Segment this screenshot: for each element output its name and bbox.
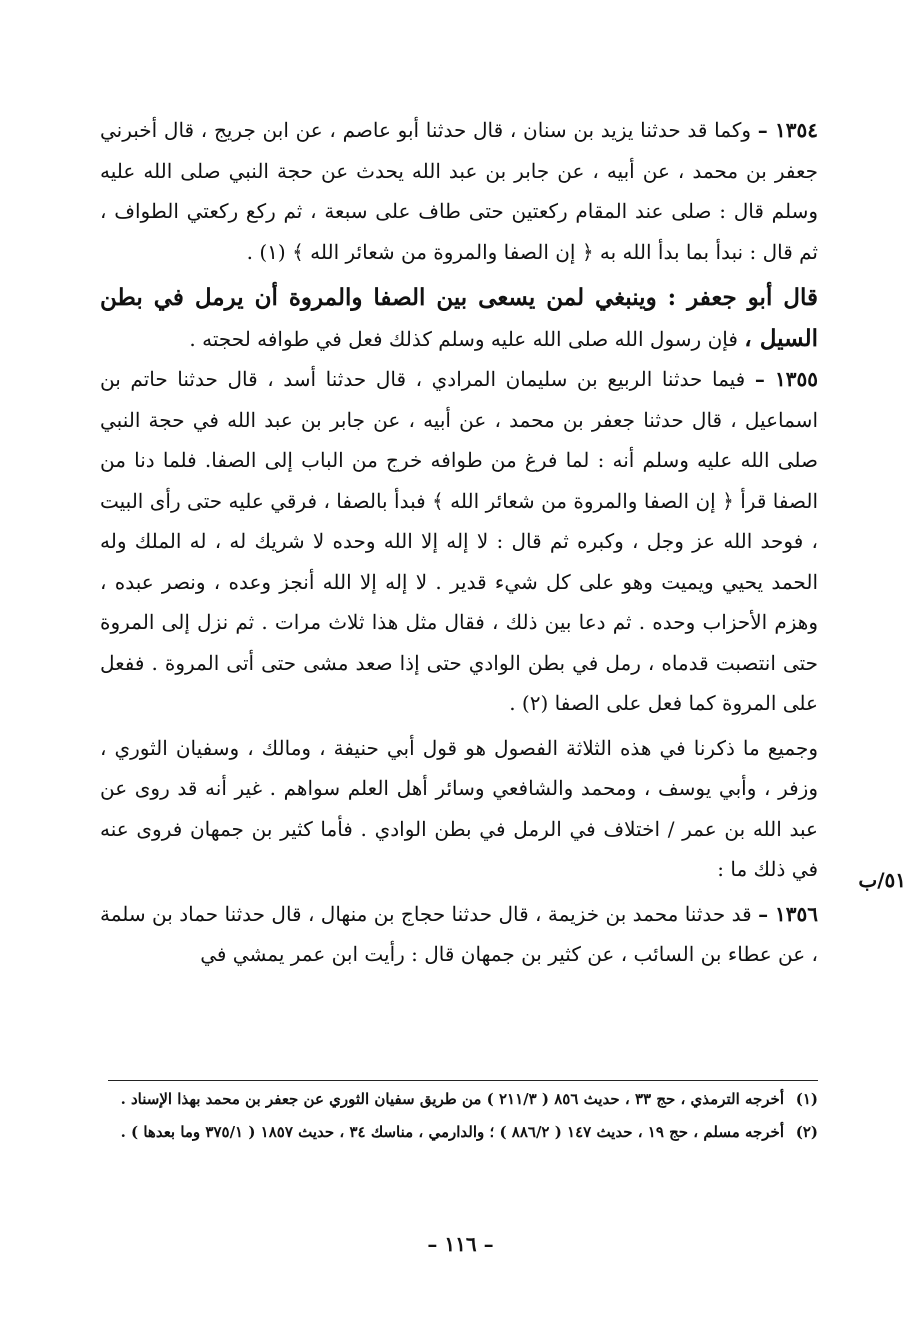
- main-text: [100, 110, 818, 975]
- footnote-number: (١): [795, 1090, 818, 1108]
- hadith-text: قد حدثنا محمد بن خزيمة ، قال حدثنا حجاج بن منهال ، قال حدثنا حماد بن سلمة ، عن عطاء بن السائب ، عن كثير بن جمهان قال : رأيت ابن عمر يمشي في: [100, 901, 818, 966]
- footnote-2: [100, 1119, 818, 1146]
- commentary-paragraph: [100, 728, 818, 890]
- footnote-divider: [108, 1080, 818, 1081]
- footnote-1: [100, 1086, 818, 1113]
- commentary-text: وجميع ما ذكرنا في هذه الثلاثة الفصول هو قول أبي حنيفة ، ومالك ، وسفيان الثوري ، وزفر ، وأبي يوسف ، ومحمد والشافعي وسائر أهل العلم سواهم . غير أنه قد روى عن عبد الله بن عمر / اختلاف في الرمل في بطن الوادي . فأما كثير بن جمهان فروى عنه في ذلك ما :: [100, 735, 818, 881]
- hadith-text: فيما حدثنا الربيع بن سليمان المرادي ، قال حدثنا أسد ، قال حدثنا حاتم بن اسماعيل ، قال حدثنا جعفر بن محمد ، عن أبيه ، عن جابر بن عبد الله في حجة النبي صلى الله عليه وسلم أنه : لما فرغ من طوافه خرج من الباب إلى الصفا. فلما دنا من الصفا قرأ ﴿ إن الصفا والمروة من شعائر الله ﴾ فبدأ بالصفا ، فرقي عليه حتى رأى البيت ، فوحد الله عز وجل ، وكبره ثم قال : لا إله إلا الله وحده لا شريك له ، له الملك وله الحمد يحيي ويميت وهو على كل شيء قدير . لا إله إلا الله أنجز وعده ، ونصر عبده ، وهزم الأحزاب وحده . ثم دعا بين ذلك ، فقال مثل هذا ثلاث مرات . ثم نزل إلى المروة حتى انتصبت قدماه ، رمل في بطن الوادي حتى إذا صعد مشى حتى أتى المروة . ففعل على المروة كما فعل على الصفا (٢) .: [100, 367, 819, 715]
- footnote-number: (٢): [795, 1123, 818, 1141]
- hadith-number: ١٣٥٦ –: [758, 901, 819, 926]
- hadith-number: ١٣٥٤ –: [757, 118, 819, 142]
- footnote-text: أخرجه الترمذي ، حج ٣٣ ، حديث ٨٥٦ ( ٢١١/٣ ) من طريق سفيان الثوري عن جعفر بن محمد بهذا الإسناد .: [120, 1090, 784, 1108]
- footnotes: [100, 1086, 818, 1152]
- manuscript-folio-marker: ٥١/ب: [858, 868, 906, 892]
- hadith-number: ١٣٥٥ –: [754, 367, 818, 391]
- hadith-1354: [100, 110, 818, 272]
- footnote-text: أخرجه مسلم ، حج ١٩ ، حديث ١٤٧ ( ٨٨٦/٢ ) ؛ والدارمي ، مناسك ٣٤ ، حديث ١٨٥٧ ( ٣٧٥/١ وما بعدها ) .: [120, 1123, 784, 1141]
- author-lead: قال أبو جعفر : وينبغي لمن يسعى بين الصفا والمروة أن يرمل في بطن السيل ،: [100, 284, 818, 352]
- hadith-1355: [100, 359, 818, 724]
- hadith-1356: [100, 894, 818, 975]
- page-number: – ١١٦ –: [427, 1232, 494, 1256]
- author-text: فإن رسول الله صلى الله عليه وسلم كذلك فعل في طوافه لحجته .: [189, 326, 738, 351]
- author-statement: [100, 278, 818, 359]
- hadith-text: وكما قد حدثنا يزيد بن سنان ، قال حدثنا أبو عاصم ، عن ابن جريج ، قال أخبرني جعفر بن محمد ، عن أبيه ، عن جابر بن عبد الله يحدث عن حجة النبي صلى الله عليه وسلم قال : صلى عند المقام ركعتين حتى طاف على سبعة ، ثم ركع ركعتي الطواف ، ثم قال : نبدأ بما بدأ الله به ﴿ إن الصفا والمروة من شعائر الله ﴾ (١) .: [100, 118, 818, 264]
